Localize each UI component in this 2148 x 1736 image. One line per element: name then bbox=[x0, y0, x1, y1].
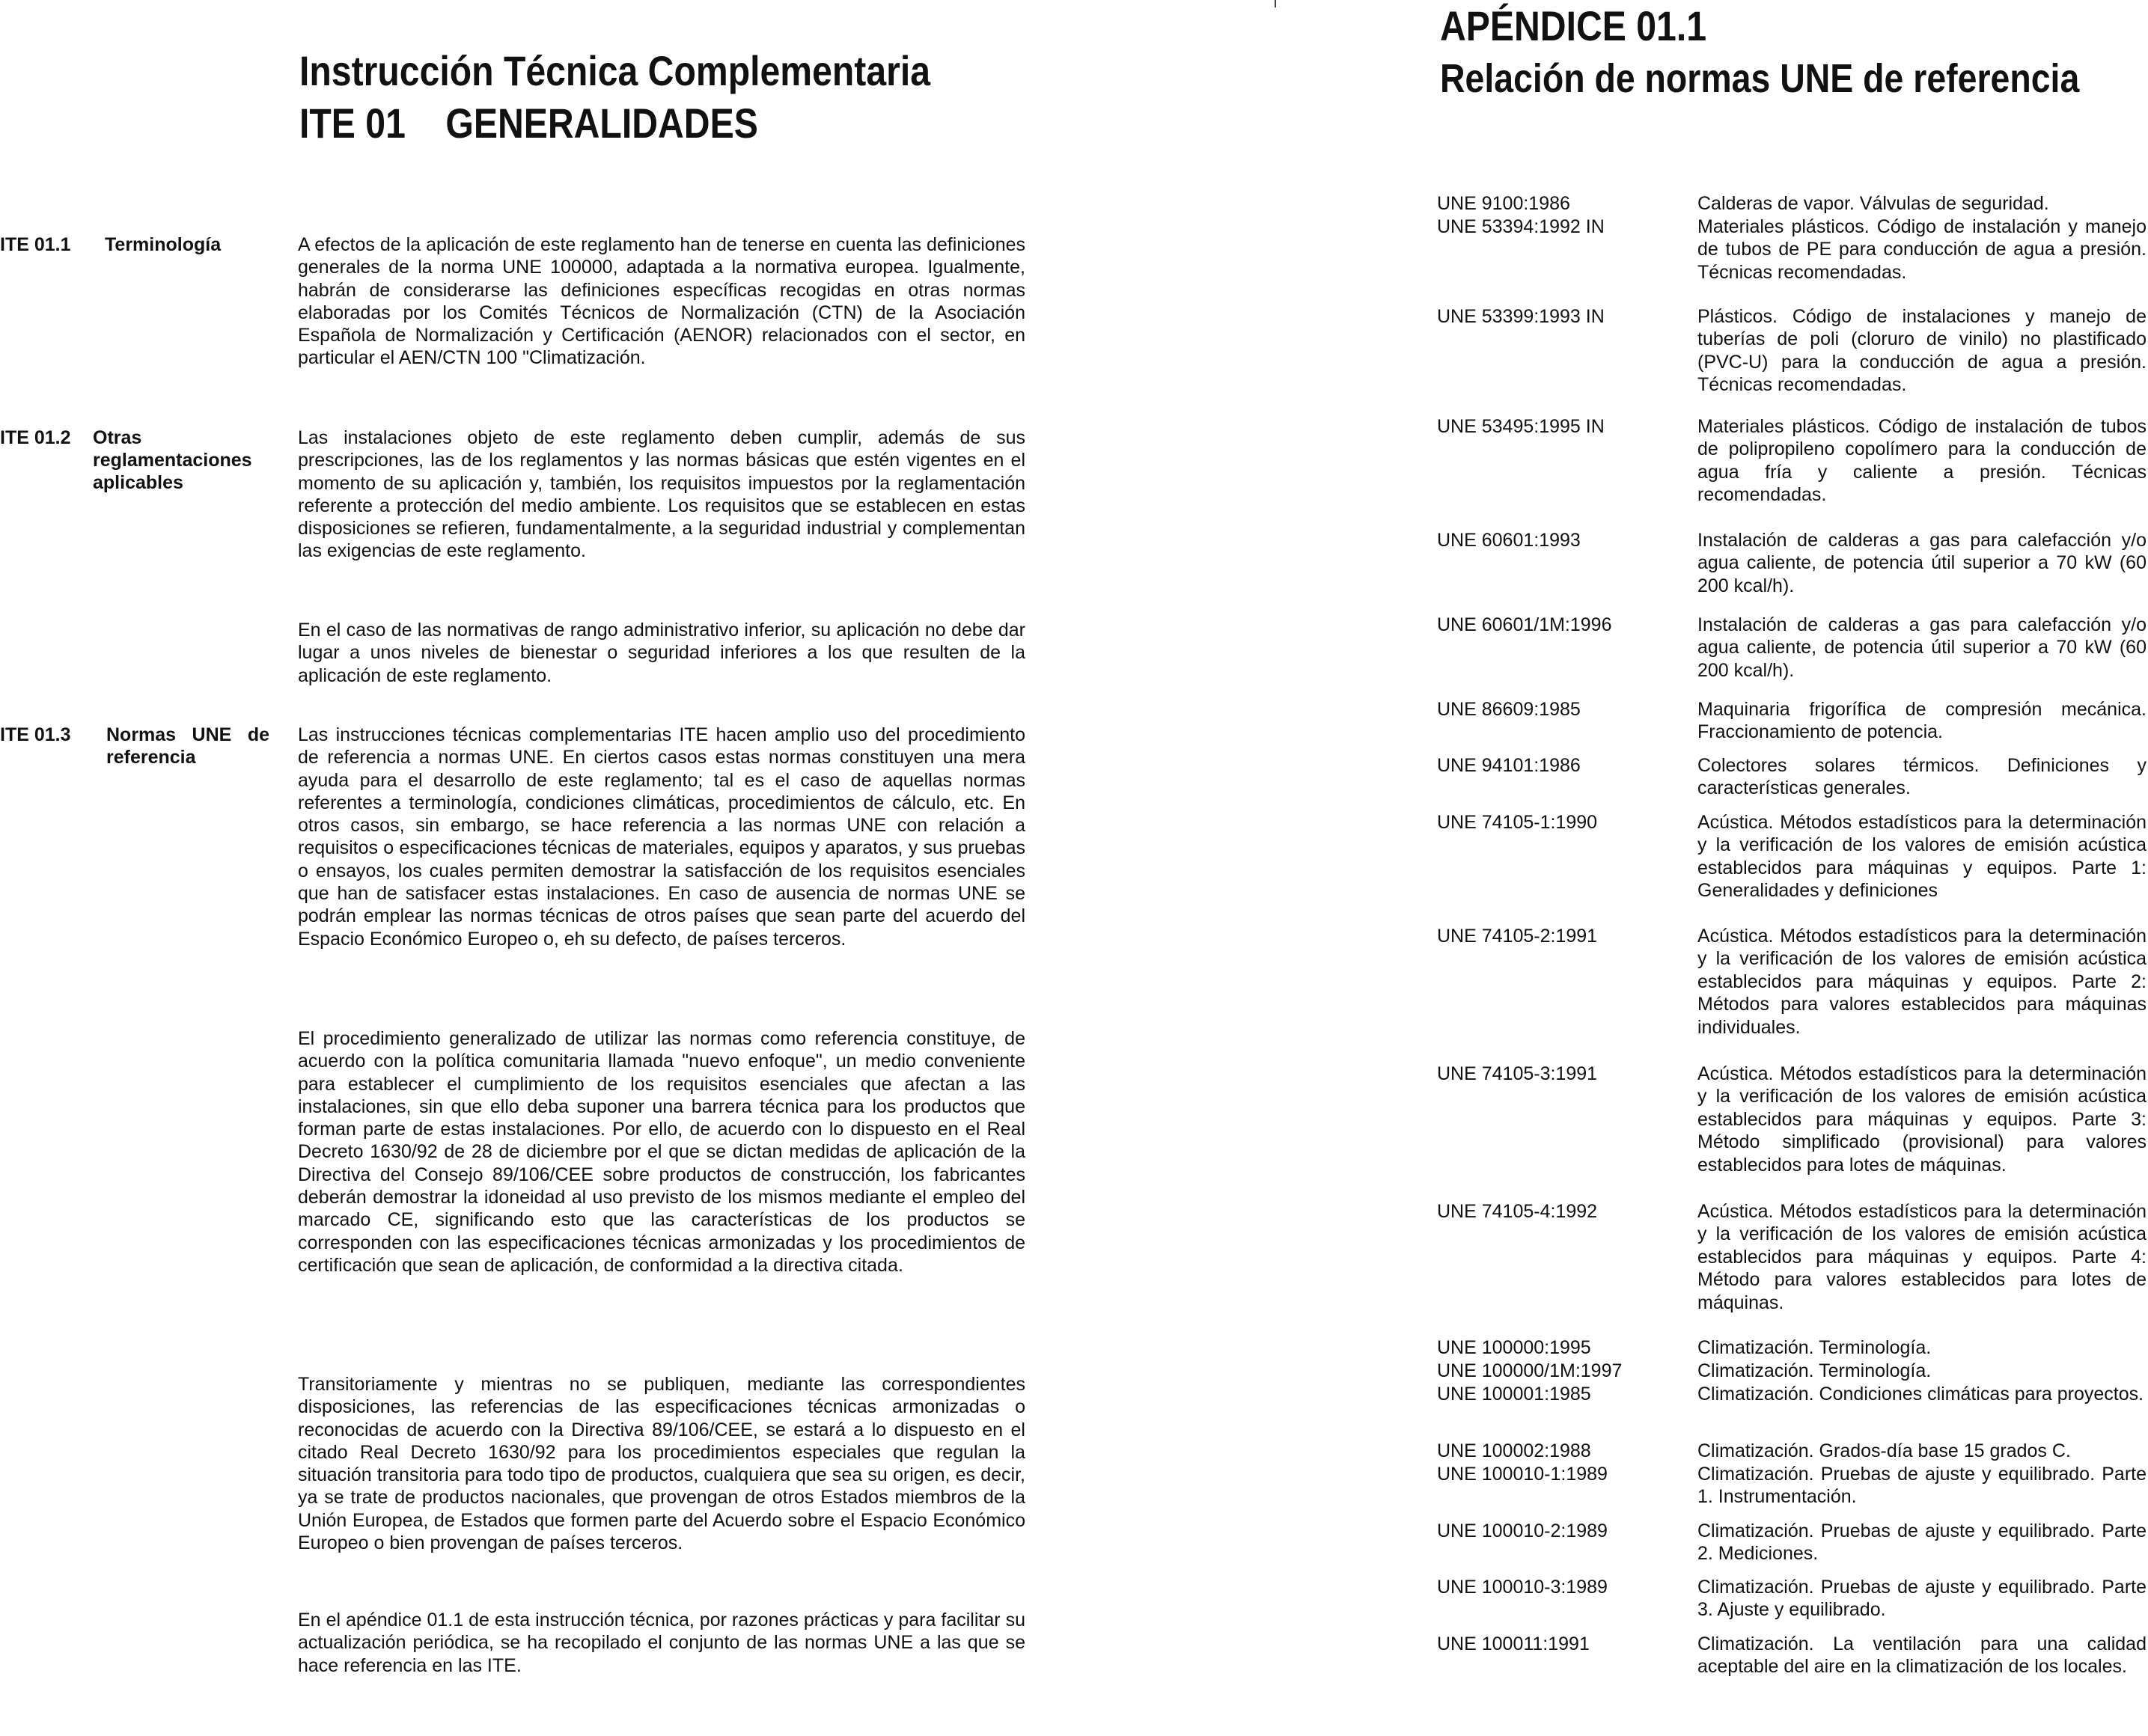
standard-code: UNE 60601:1993 bbox=[1437, 530, 1581, 551]
standard-code: UNE 74105-4:1992 bbox=[1437, 1201, 1598, 1222]
section-paragraph: En el apéndice 01.1 de esta instrucción técnica, por razones prácticas y para facilitar su actualización periódica, se ha recopilado el conjunto de las normas UNE a las que se hace referencia en las ITE. bbox=[298, 1610, 1025, 1676]
standard-code: UNE 9100:1986 bbox=[1437, 193, 1570, 214]
standard-code: UNE 53394:1992 IN bbox=[1437, 216, 1605, 237]
standard-description: Maquinaria frigorífica de compresión mecánica. Fraccionamiento de potencia. bbox=[1697, 699, 2147, 743]
section-label: Otras reglamentaciones aplicables bbox=[93, 427, 252, 493]
standard-description: Instalación de calderas a gas para calefacción y/o agua caliente, de potencia útil superior a 70 kW (60 200 kcal/h). bbox=[1697, 614, 2147, 681]
section-paragraph: Las instrucciones técnicas complementarias ITE hacen amplio uso del procedimiento de referencia a normas UNE. En ciertos casos estas normas constituyen una mera ayuda para el desarrollo de este reglamento; tal es el caso de aquellas normas referentes a terminología, condiciones climáticas, procedimientos de cálculo, etc. En otros casos, sin embargo, se hace referencia a las normas UNE con relación a requisitos o especificaciones técnicas de materiales, equipos y aparatos, y sus pruebas o ensayos, los cuales permiten demostrar la satisfacción de los requisitos esenciales que han de satisfacer estas instalaciones. En caso de ausencia de normas UNE se podrán emplear las normas técnicas de otros países que sean parte del acuerdo del Espacio Económico Europeo o, eh su defecto, de países terceros. bbox=[298, 724, 1025, 950]
standard-code: UNE 100000/1M:1997 bbox=[1437, 1360, 1623, 1381]
standard-description: Acústica. Métodos estadísticos para la determinación y la verificación de los valores de emisión acústica establecidos para máquinas y equipos. Parte 4: Método para valores establecidos para lotes de máquinas. bbox=[1697, 1201, 2147, 1313]
standard-description: Acústica. Métodos estadísticos para la determinación y la verificación de los valores de emisión acústica establecidos para máquinas y equipos. Parte 3: Método simplificado (provisional) para valores establecidos para lotes de máquinas. bbox=[1697, 1063, 2147, 1176]
section-label: Normas UNE de referencia bbox=[106, 724, 269, 768]
standard-description: Climatización. La ventilación para una calidad aceptable del aire en la climatización de los locales. bbox=[1697, 1633, 2147, 1678]
standard-code: UNE 74105-2:1991 bbox=[1437, 926, 1598, 947]
page-edge-mark bbox=[1275, 0, 1276, 7]
section-paragraph: El procedimiento generalizado de utilizar las normas como referencia constituye, de acuerdo con la política comunitaria llamada "nuevo enfoque", un medio conveniente para establecer el cumplimiento de los requisitos esenciales que afectan a las instalaciones, sin que ello deba suponer una barrera técnica para los productos que forman parte de estas instalaciones. Por ello, de acuerdo con lo dispuesto en el Real Decreto 1630/92 de 28 de diciembre por el que se dictan medidas de aplicación de la Directiva del Consejo 89/106/CEE sobre productos de construcción, los fabricantes deberán demostrar la idoneidad al uso previsto de los mismos mediante el empleo del marcado CE, significando esto que las características de los productos se corresponden con las especificaciones técnicas armonizadas y los procedimientos de certificación que sean de aplicación, de conformidad a la directiva citada. bbox=[298, 1028, 1025, 1276]
standard-description: Climatización. Pruebas de ajuste y equilibrado. Parte 1. Instrumentación. bbox=[1697, 1464, 2147, 1508]
standard-description: Climatización. Condiciones climáticas para proyectos. bbox=[1697, 1384, 2144, 1405]
standard-code: UNE 100000:1995 bbox=[1437, 1337, 1591, 1358]
page-title bbox=[299, 45, 930, 150]
appendix-title-line-1: APÉNDICE 01.1 bbox=[1440, 2, 1706, 49]
standard-code: UNE 74105-1:1990 bbox=[1437, 812, 1598, 833]
standard-description: Plásticos. Código de instalaciones y manejo de tuberías de poli (cloruro de vinilo) no plastificado (PVC-U) para la conducción de agua a presión. Técnicas recomendadas. bbox=[1697, 306, 2147, 396]
section-number: ITE 01.3 bbox=[0, 724, 71, 745]
section-paragraph: A efectos de la aplicación de este reglamento han de tenerse en cuenta las definiciones generales de la norma UNE 100000, adaptada a la normativa europea. Igualmente, habrán de considerarse las definiciones específicas recogidas en otras normas elaboradas por los Comités Técnicos de Normalización (CTN) de la Asociación Española de Normalización y Certificación (AENOR) relacionados con el sector, en particular el AEN/CTN 100 "Climatización. bbox=[298, 234, 1025, 369]
title-line-2: ITE 01 GENERALIDADES bbox=[299, 100, 758, 147]
standard-description: Climatización. Terminología. bbox=[1697, 1360, 1932, 1381]
standard-code: UNE 94101:1986 bbox=[1437, 755, 1581, 776]
title-line-1: Instrucción Técnica Complementaria bbox=[299, 47, 931, 94]
standard-code: UNE 53495:1995 IN bbox=[1437, 416, 1605, 437]
standard-description: Instalación de calderas a gas para calefacción y/o agua caliente, de potencia útil superior a 70 kW (60 200 kcal/h). bbox=[1697, 530, 2147, 596]
section-number: ITE 01.2 bbox=[0, 427, 71, 448]
section-paragraph: Transitoriamente y mientras no se publiquen, mediante las correspondientes disposiciones, las referencias de las especificaciones técnicas armonizadas o reconocidas de acuerdo con la Directiva 89/106/CEE, se estará a lo dispuesto en el citado Real Decreto 1630/92 para los procedimientos especiales que regulan la situación transitoria para todo tipo de productos, cualquiera que sea su origen, es decir, ya se trate de productos nacionales, que provengan de otros Estados miembros de la Unión Europea, de Estados que formen parte del Acuerdo sobre el Espacio Económico Europeo o bien provengan de países terceros. bbox=[298, 1374, 1025, 1554]
standard-code: UNE 100002:1988 bbox=[1437, 1440, 1591, 1461]
standard-code: UNE 100010-2:1989 bbox=[1437, 1520, 1608, 1541]
standard-code: UNE 60601/1M:1996 bbox=[1437, 614, 1612, 635]
standard-code: UNE 100011:1991 bbox=[1437, 1633, 1590, 1654]
standard-description: Materiales plásticos. Código de instalación y manejo de tubos de PE para conducción de agua a presión. Técnicas recomendadas. bbox=[1697, 216, 2147, 283]
standard-code: UNE 74105-3:1991 bbox=[1437, 1063, 1598, 1084]
standard-code: UNE 100010-3:1989 bbox=[1437, 1577, 1608, 1598]
standard-description: Colectores solares térmicos. Definiciones y características generales. bbox=[1697, 755, 2147, 799]
section-label: Terminología bbox=[105, 234, 222, 255]
standard-description: Acústica. Métodos estadísticos para la determinación y la verificación de los valores de emisión acústica establecidos para máquinas y equipos. Parte 1: Generalidades y definiciones bbox=[1697, 812, 2147, 902]
standard-code: UNE 100010-1:1989 bbox=[1437, 1464, 1608, 1485]
section-paragraph: Las instalaciones objeto de este reglamento deben cumplir, además de sus prescripciones, las de los reglamentos y las normas básicas que estén vigentes en el momento de su aplicación y, también, los requisitos impuestos por la reglamentación referente a protección del medio ambiente. Los requisitos que se establecen en estas disposiciones se refieren, fundamentalmente, a la seguridad industrial y complementan las exigencias de este reglamento. bbox=[298, 427, 1025, 562]
standard-description: Climatización. Terminología. bbox=[1697, 1337, 1932, 1358]
standard-description: Climatización. Pruebas de ajuste y equilibrado. Parte 2. Mediciones. bbox=[1697, 1520, 2147, 1565]
appendix-title-line-2: Relación de normas UNE de referencia bbox=[1440, 56, 2080, 101]
standard-code: UNE 100001:1985 bbox=[1437, 1384, 1591, 1405]
standard-description: Climatización. Pruebas de ajuste y equilibrado. Parte 3. Ajuste y equilibrado. bbox=[1697, 1577, 2147, 1621]
section-paragraph: En el caso de las normativas de rango administrativo inferior, su aplicación no debe dar lugar a unos niveles de bienestar o seguridad inferiores a los que resulten de la aplicación de este reglamento. bbox=[298, 620, 1025, 686]
standard-description: Materiales plásticos. Código de instalación de tubos de polipropileno copolímero para la conducción de agua fría y caliente a presión. Técnicas recomendadas. bbox=[1697, 416, 2147, 506]
standard-code: UNE 53399:1993 IN bbox=[1437, 306, 1605, 327]
appendix-title bbox=[1440, 0, 2079, 105]
section-number: ITE 01.1 bbox=[0, 234, 71, 255]
standard-description: Climatización. Grados-día base 15 grados C. bbox=[1697, 1440, 2071, 1461]
standard-code: UNE 86609:1985 bbox=[1437, 699, 1581, 720]
standard-description: Calderas de vapor. Válvulas de seguridad. bbox=[1697, 193, 2049, 214]
standard-description: Acústica. Métodos estadísticos para la determinación y la verificación de los valores de emisión acústica establecidos para máquinas y equipos. Parte 2: Métodos para valores establecidos para máquinas individuales. bbox=[1697, 926, 2147, 1038]
